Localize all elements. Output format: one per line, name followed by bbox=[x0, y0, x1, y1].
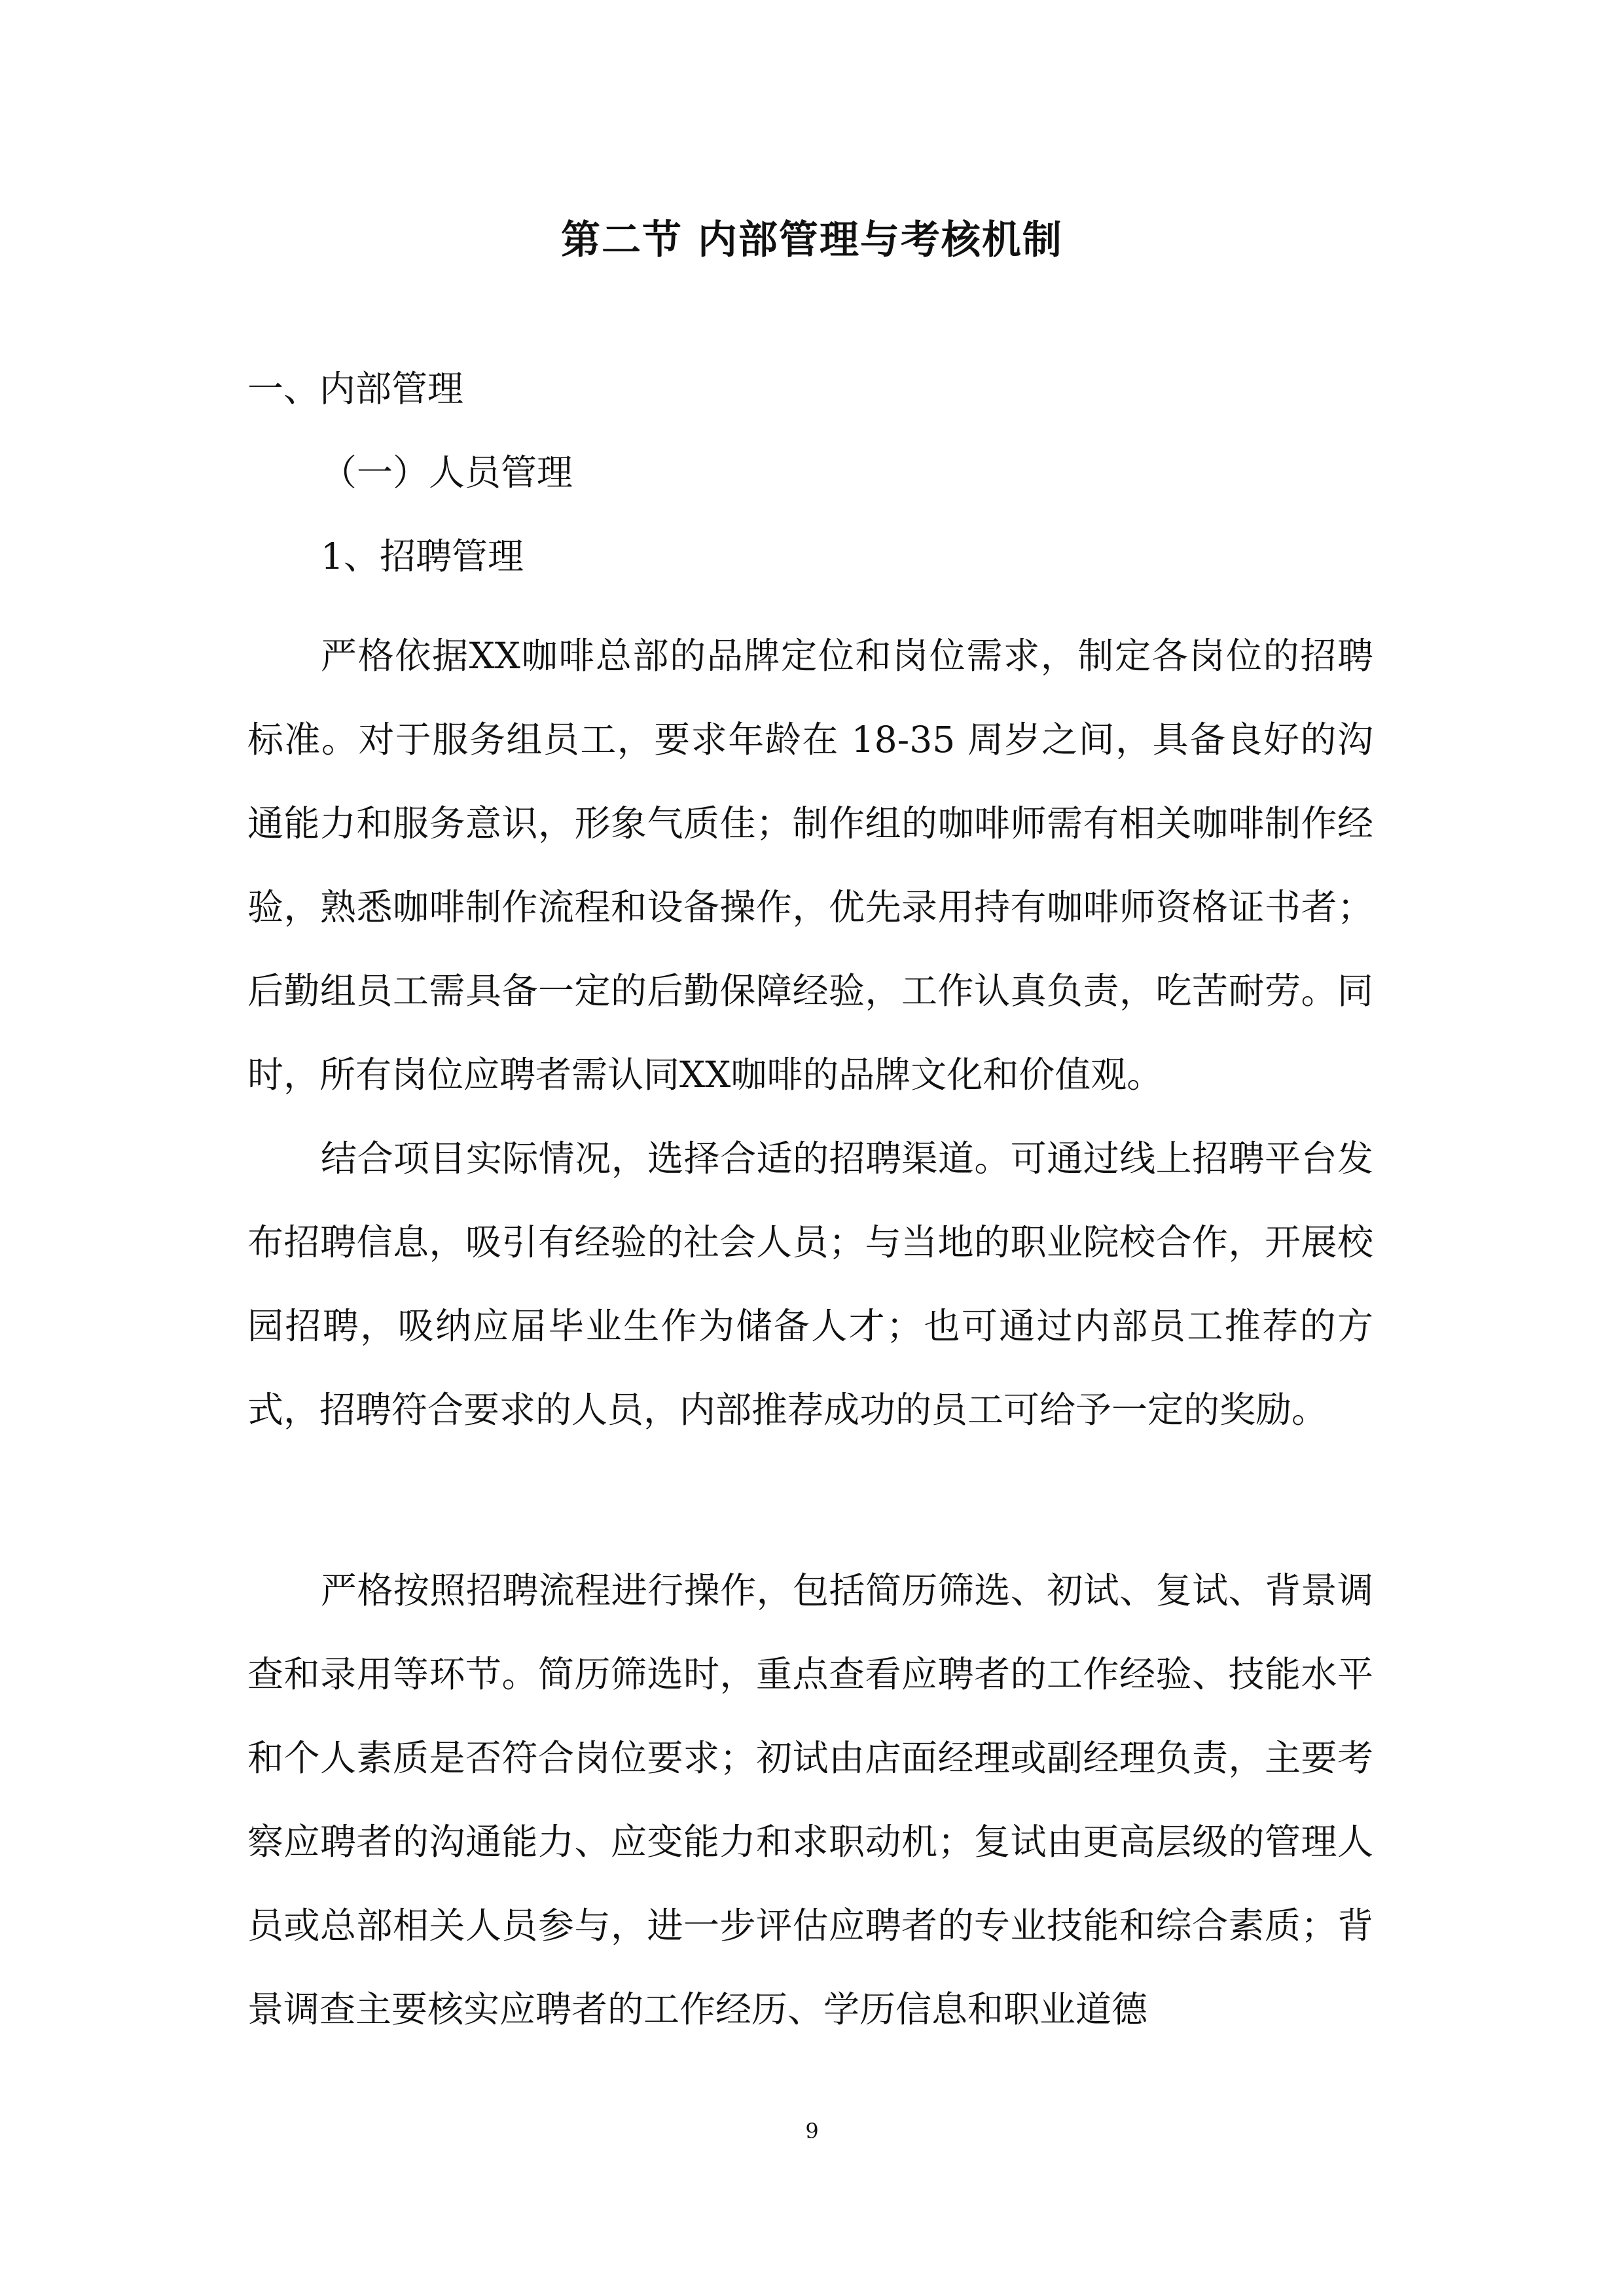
section-heading: 一、内部管理 bbox=[247, 368, 464, 410]
paragraph-recruitment-channels: 结合项目实际情况，选择合适的招聘渠道。可通过线上招聘平台发布招聘信息，吸引有经验的社会人员；与当地的职业院校合作，开展校园招聘，吸纳应届毕业生作为储备人才；也可通过内部员工推荐的方式，招聘符合要求的人员，内部推荐成功的员工可给予一定的奖励。 bbox=[247, 1138, 1373, 1431]
paragraph-recruitment-standards: 严格依据XX咖啡总部的品牌定位和岗位需求，制定各岗位的招聘标准。对于服务组员工，要求年龄在 18-35 周岁之间，具备良好的沟通能力和服务意识，形象气质佳；制作组的咖啡师需有相关咖啡制作经验，熟悉咖啡制作流程和设备操作，优先录用持有咖啡师资格证书者；后勤组员工需具备一定的后勤保障经验，工作认真负责，吃苦耐劳。同时，所有岗位应聘者需认同XX咖啡的品牌文化和价值观。 bbox=[247, 635, 1373, 1096]
page-number: 9 bbox=[805, 2119, 819, 2144]
item-heading: 1、招聘管理 bbox=[321, 535, 524, 577]
page-title: 第二节 内部管理与考核机制 bbox=[561, 217, 1063, 263]
subsection-heading: （一）人员管理 bbox=[321, 452, 573, 493]
paragraph-recruitment-process: 严格按照招聘流程进行操作，包括简历筛选、初试、复试、背景调查和录用等环节。简历筛选时，重点查看应聘者的工作经验、技能水平和个人素质是否符合岗位要求；初试由店面经理或副经理负责，主要考察应聘者的沟通能力、应变能力和求职动机；复试由更高层级的管理人员或总部相关人员参与，进一步评估应聘者的专业技能和综合素质；背景调查主要核实应聘者的工作经历、学历信息和职业道德 bbox=[247, 1570, 1373, 2030]
